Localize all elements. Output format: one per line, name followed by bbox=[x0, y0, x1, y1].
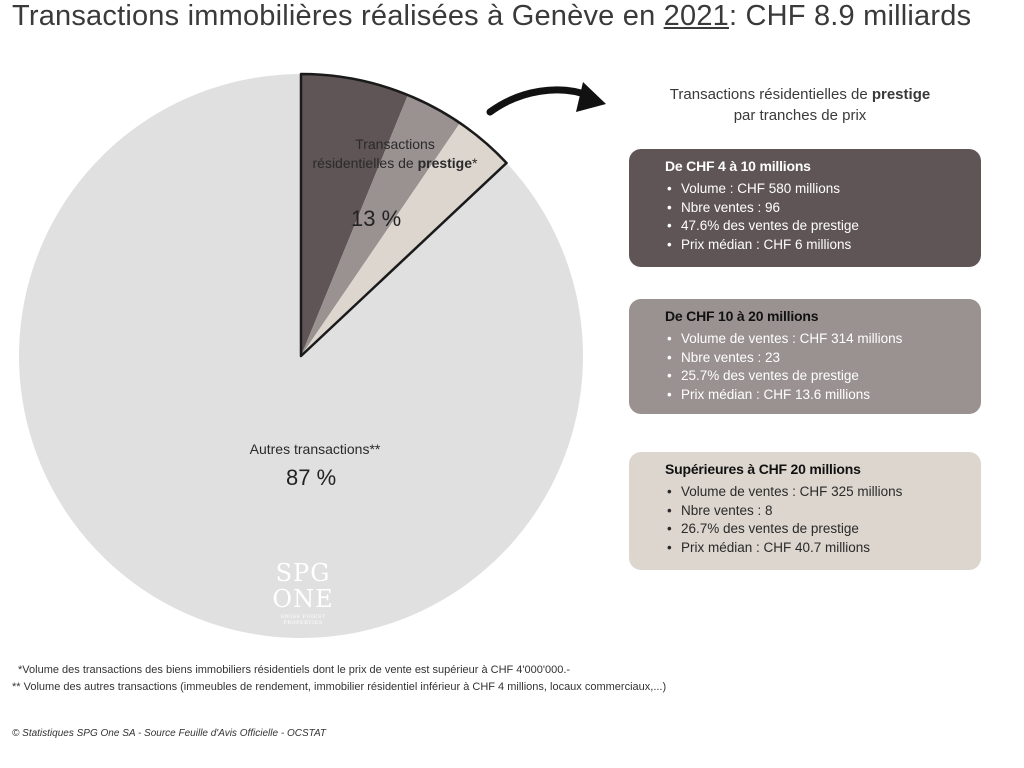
other-percent: 87 % bbox=[286, 465, 337, 490]
tiers-title-line1 bbox=[640, 84, 960, 105]
prestige-label-line2 bbox=[300, 154, 490, 173]
footnote-2: ** Volume des autres transactions (immeubles de rendement, immobilier résidentiel inférieur à CHF 4 millions, locaux commerciaux,...) bbox=[12, 681, 667, 693]
tier-list bbox=[667, 180, 969, 254]
tier-box-20-plus bbox=[629, 452, 981, 570]
logo-line1: SPG bbox=[275, 559, 331, 587]
logo-tagline: SWISS FINEST PROPERTIES bbox=[280, 614, 326, 626]
tier-heading: De CHF 4 à 10 millions bbox=[665, 158, 811, 174]
tiers-title-bold: prestige bbox=[871, 86, 931, 103]
tier-heading: Supérieures à CHF 20 millions bbox=[665, 461, 861, 477]
tier-item: • Nbre ventes : 23 bbox=[667, 349, 969, 368]
arrow-head bbox=[576, 82, 606, 112]
tier-item: • Volume : CHF 580 millions bbox=[667, 180, 969, 199]
source-note: © Statistiques SPG One SA - Source Feuille d'Avis Officielle - OCSTAT bbox=[12, 728, 327, 739]
tier-heading: De CHF 10 à 20 millions bbox=[665, 308, 819, 324]
tier-item: • 47.6% des ventes de prestige bbox=[667, 217, 969, 236]
tiers-title bbox=[640, 84, 960, 126]
tiers-title-line2: par tranches de prix bbox=[733, 107, 867, 124]
tier-item: • Nbre ventes : 96 bbox=[667, 199, 969, 218]
title-suffix: : CHF 8.9 milliards bbox=[728, 0, 972, 32]
tiers-title-text: Transactions résidentielles de bbox=[669, 86, 872, 103]
tier-item: • 25.7% des ventes de prestige bbox=[667, 367, 969, 386]
tier-box-4-10 bbox=[629, 149, 981, 267]
prestige-label bbox=[300, 135, 490, 173]
prestige-label-text: résidentielles de bbox=[312, 155, 418, 171]
tier-item: • 26.7% des ventes de prestige bbox=[667, 520, 969, 539]
logo-line2: ONE bbox=[272, 585, 334, 613]
tier-item: • Prix médian : CHF 6 millions bbox=[667, 236, 969, 255]
tier-list bbox=[667, 330, 969, 404]
tier-list bbox=[667, 483, 969, 557]
footnote-1: *Volume des transactions des biens immobiliers résidentiels dont le prix de vente est supérieur à CHF 4'000'000.- bbox=[18, 664, 571, 676]
prestige-label-mark: * bbox=[472, 155, 478, 171]
tier-item: • Volume de ventes : CHF 325 millions bbox=[667, 483, 969, 502]
title-prefix: Transactions immobilières réalisées à Genève en bbox=[12, 0, 664, 32]
arrow-icon bbox=[490, 90, 590, 112]
tier-box-10-20 bbox=[629, 299, 981, 414]
tier-item: • Prix médian : CHF 13.6 millions bbox=[667, 386, 969, 405]
tier-item: • Prix médian : CHF 40.7 millions bbox=[667, 539, 969, 558]
prestige-percent: 13 % bbox=[351, 206, 402, 231]
tier-item: • Nbre ventes : 8 bbox=[667, 502, 969, 521]
spg-one-logo bbox=[268, 560, 338, 626]
other-label: Autres transactions** bbox=[249, 441, 381, 457]
title-year: 2021 bbox=[663, 0, 729, 32]
prestige-label-bold: prestige bbox=[417, 155, 473, 171]
prestige-label-line1: Transactions bbox=[355, 136, 435, 152]
tier-item: • Volume de ventes : CHF 314 millions bbox=[667, 330, 969, 349]
